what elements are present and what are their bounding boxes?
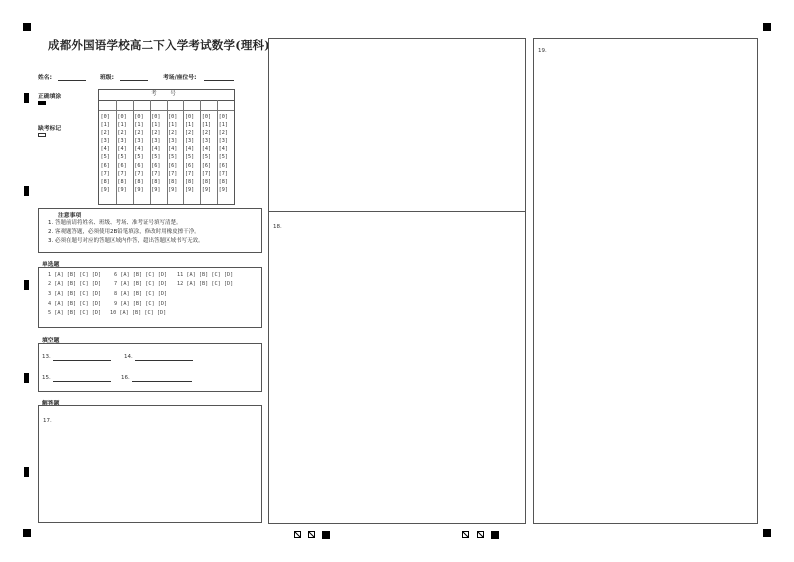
q17-label: 17.: [43, 418, 52, 424]
exam-digit-bubble[interactable]: [1]: [201, 122, 212, 129]
mc-question[interactable]: 3 [A] [B] [C] [D]: [48, 291, 102, 297]
timing-mark: [24, 280, 29, 290]
exam-digit-bubble[interactable]: [0]: [134, 114, 144, 120]
exam-digit-bubble[interactable]: [9]: [201, 186, 212, 193]
exam-digit-bubble[interactable]: [2]: [134, 130, 144, 137]
exam-digit-bubble[interactable]: [8]: [117, 178, 127, 185]
exam-digit-bubble[interactable]: [5]: [218, 154, 228, 161]
timing-mark: [24, 186, 29, 196]
class-field[interactable]: [120, 80, 148, 81]
class-row: [100, 72, 148, 81]
grid-columns: [99, 100, 234, 204]
exam-digit-bubble[interactable]: [5]: [151, 154, 161, 161]
notes-title: 注意事项: [58, 213, 82, 219]
exam-digit-bubble[interactable]: [6]: [201, 162, 212, 169]
name-label: 姓名:: [38, 75, 52, 81]
exam-digit-bubble[interactable]: [4]: [151, 146, 161, 153]
exam-digit-bubble[interactable]: [9]: [168, 186, 178, 193]
seat-field[interactable]: [204, 80, 234, 81]
exam-digit-bubble[interactable]: [0]: [218, 114, 228, 120]
mc-question[interactable]: 4 [A] [B] [C] [D]: [48, 301, 102, 307]
mc-question[interactable]: 6 [A] [B] [C] [D]: [114, 272, 168, 278]
q18-label: 18.: [273, 224, 282, 230]
exam-digit-bubble[interactable]: [4]: [117, 146, 127, 153]
exam-digit-bubble[interactable]: [3]: [151, 138, 161, 145]
exam-digit-bubble[interactable]: [8]: [168, 178, 178, 185]
exam-digit-bubble[interactable]: [3]: [218, 138, 228, 145]
exam-digit-bubble[interactable]: [3]: [100, 138, 110, 145]
exam-digit-column[interactable]: [168, 113, 177, 194]
timing-mark: [24, 93, 29, 103]
exam-digit-bubble[interactable]: [6]: [168, 162, 178, 169]
exam-digit-bubble[interactable]: [7]: [184, 170, 195, 177]
exam-digit-bubble[interactable]: [7]: [100, 170, 110, 177]
q19-label: 19.: [538, 48, 547, 54]
answer-box-19[interactable]: [533, 38, 758, 524]
seat-row: [163, 72, 234, 81]
exam-digit-bubble[interactable]: [2]: [117, 130, 127, 137]
notes-box: [38, 208, 262, 253]
single-choice-title: 单选题: [42, 262, 60, 268]
answer-box-18[interactable]: [268, 211, 526, 524]
corner-mark-bottom-right: [763, 529, 771, 537]
exam-digit-bubble[interactable]: [0]: [168, 114, 178, 120]
exam-digit-bubble[interactable]: [0]: [117, 114, 127, 120]
exam-digit-bubble[interactable]: [4]: [184, 146, 195, 153]
q16-answer-line[interactable]: [132, 381, 192, 382]
exam-digit-bubble[interactable]: [9]: [218, 186, 228, 193]
correct-fill-sample: [38, 101, 46, 105]
corner-mark-top-right: [763, 23, 771, 31]
exam-digit-column[interactable]: [134, 113, 143, 194]
exam-digit-bubble[interactable]: [7]: [201, 170, 212, 177]
exam-digit-bubble[interactable]: [4]: [100, 146, 110, 153]
exam-digit-bubble[interactable]: [3]: [184, 138, 195, 145]
class-label: 班级:: [100, 75, 114, 81]
exam-digit-bubble[interactable]: [8]: [218, 178, 228, 185]
exam-digit-bubble[interactable]: [8]: [151, 178, 161, 185]
exam-digit-column[interactable]: [101, 113, 110, 194]
exam-digit-bubble[interactable]: [2]: [201, 130, 212, 137]
exam-digit-column[interactable]: [219, 113, 228, 194]
q14-answer-line[interactable]: [135, 360, 193, 361]
exam-digit-bubble[interactable]: [6]: [134, 162, 144, 169]
exam-digit-bubble[interactable]: [9]: [100, 186, 110, 193]
exam-digit-bubble[interactable]: [0]: [100, 114, 110, 120]
exam-digit-bubble[interactable]: [8]: [134, 178, 144, 185]
exam-digit-bubble[interactable]: [0]: [201, 114, 212, 120]
notes-item: 1. 答题前请将姓名、班级、考场、准考证号填写清楚。: [48, 220, 182, 226]
mc-question[interactable]: 12 [A] [B] [C] [D]: [177, 281, 234, 287]
exam-digit-bubble[interactable]: [4]: [134, 146, 144, 153]
exam-digit-bubble[interactable]: [7]: [134, 170, 144, 177]
exam-digit-bubble[interactable]: [1]: [184, 122, 195, 129]
exam-digit-bubble[interactable]: [6]: [218, 162, 228, 169]
correct-fill-label: 正确填涂: [38, 94, 62, 100]
exam-digit-column[interactable]: [117, 113, 126, 194]
q15-label: 15.: [42, 375, 51, 381]
q15-answer-line[interactable]: [53, 381, 111, 382]
name-field[interactable]: [58, 80, 86, 81]
exam-digit-bubble[interactable]: [5]: [134, 154, 144, 161]
fill-blank-box: [38, 343, 262, 392]
exam-digit-bubble[interactable]: [3]: [117, 138, 127, 145]
mc-question[interactable]: 1 [A] [B] [C] [D]: [48, 272, 102, 278]
page-code-mark-filled: [322, 531, 330, 539]
exam-digit-column[interactable]: [185, 113, 194, 194]
answer-box-17[interactable]: [38, 405, 262, 523]
mc-question[interactable]: 10 [A] [B] [C] [D]: [110, 310, 167, 316]
exam-digit-bubble[interactable]: [8]: [184, 178, 195, 185]
exam-digit-bubble[interactable]: [9]: [134, 186, 144, 193]
exam-digit-bubble[interactable]: [1]: [218, 122, 228, 129]
answer-box-17-continued[interactable]: [268, 38, 526, 212]
exam-digit-bubble[interactable]: [6]: [151, 162, 161, 169]
exam-digit-bubble[interactable]: [1]: [168, 122, 178, 129]
seat-label: 考场/座位号:: [163, 75, 197, 81]
exam-digit-bubble[interactable]: [6]: [100, 162, 110, 169]
mc-question[interactable]: 9 [A] [B] [C] [D]: [114, 301, 168, 307]
exam-digit-bubble[interactable]: [7]: [218, 170, 228, 177]
corner-mark-bottom-left: [23, 529, 31, 537]
exam-digit-bubble[interactable]: [2]: [100, 130, 110, 137]
exam-digit-bubble[interactable]: [9]: [184, 186, 195, 193]
single-choice-box: [38, 267, 262, 328]
exam-number-grid: [98, 89, 235, 205]
exam-digit-bubble[interactable]: [8]: [100, 178, 110, 185]
exam-digit-column[interactable]: [202, 113, 211, 194]
student-info-row: [38, 72, 86, 81]
page-title: 成都外国语学校高二下入学考试数学(理科): [48, 38, 270, 52]
mc-question[interactable]: 5 [A] [B] [C] [D]: [48, 310, 102, 316]
exam-digit-bubble[interactable]: [5]: [201, 154, 212, 161]
notes-item: 2. 客观题答题，必须使用2B铅笔填涂，修改时用橡皮擦干净。: [48, 229, 200, 235]
q14-label: 14.: [124, 354, 133, 360]
page-code-mark: [308, 531, 315, 538]
exam-digit-bubble[interactable]: [3]: [168, 138, 178, 145]
exam-digit-bubble[interactable]: [7]: [151, 170, 161, 177]
mc-question[interactable]: 8 [A] [B] [C] [D]: [114, 291, 168, 297]
page-code-mark: [294, 531, 301, 538]
missing-mark-box[interactable]: [38, 133, 46, 137]
exam-digit-bubble[interactable]: [2]: [218, 130, 228, 137]
exam-digit-column[interactable]: [151, 113, 160, 194]
q13-label: 13.: [42, 354, 51, 360]
page-code-mark: [477, 531, 484, 538]
exam-digit-bubble[interactable]: [1]: [151, 122, 161, 129]
notes-item: 3. 必须在题号对应的答题区域内作答，超出答题区域书写无效。: [48, 238, 204, 244]
exam-digit-bubble[interactable]: [1]: [100, 122, 110, 129]
answer-title: 解答题: [42, 401, 60, 407]
exam-digit-bubble[interactable]: [9]: [117, 186, 127, 193]
mc-question[interactable]: 2 [A] [B] [C] [D]: [48, 281, 102, 287]
exam-digit-bubble[interactable]: [5]: [168, 154, 178, 161]
exam-digit-bubble[interactable]: [0]: [151, 114, 161, 120]
exam-digit-bubble[interactable]: [1]: [117, 122, 127, 129]
exam-number-header: 考 号: [151, 91, 182, 97]
exam-digit-bubble[interactable]: [7]: [117, 170, 127, 177]
exam-digit-bubble[interactable]: [1]: [134, 122, 144, 129]
exam-digit-bubble[interactable]: [2]: [168, 130, 178, 137]
q13-answer-line[interactable]: [53, 360, 111, 361]
exam-digit-bubble[interactable]: [5]: [117, 154, 127, 161]
corner-mark-top-left: [23, 23, 31, 31]
fill-blank-title: 填空题: [42, 338, 60, 344]
exam-digit-bubble[interactable]: [3]: [201, 138, 212, 145]
timing-mark: [24, 373, 29, 383]
exam-digit-bubble[interactable]: [4]: [201, 146, 212, 153]
exam-digit-bubble[interactable]: [5]: [184, 154, 195, 161]
page-code-mark-filled: [491, 531, 499, 539]
exam-digit-bubble[interactable]: [4]: [168, 146, 178, 153]
exam-digit-bubble[interactable]: [5]: [100, 154, 110, 161]
exam-digit-bubble[interactable]: [7]: [168, 170, 178, 177]
exam-digit-bubble[interactable]: [6]: [117, 162, 127, 169]
exam-digit-bubble[interactable]: [4]: [218, 146, 228, 153]
exam-digit-bubble[interactable]: [2]: [151, 130, 161, 137]
q16-label: 16.: [121, 375, 130, 381]
exam-digit-bubble[interactable]: [9]: [151, 186, 161, 193]
mc-question[interactable]: 7 [A] [B] [C] [D]: [114, 281, 168, 287]
timing-mark: [24, 467, 29, 477]
exam-digit-bubble[interactable]: [2]: [184, 130, 195, 137]
exam-digit-bubble[interactable]: [8]: [201, 178, 212, 185]
missing-label: 缺考标记: [38, 126, 62, 132]
mc-question[interactable]: 11 [A] [B] [C] [D]: [177, 272, 234, 278]
exam-digit-bubble[interactable]: [0]: [184, 114, 195, 120]
exam-digit-bubble[interactable]: [3]: [134, 138, 144, 145]
exam-digit-bubble[interactable]: [6]: [184, 162, 195, 169]
page-code-mark: [462, 531, 469, 538]
